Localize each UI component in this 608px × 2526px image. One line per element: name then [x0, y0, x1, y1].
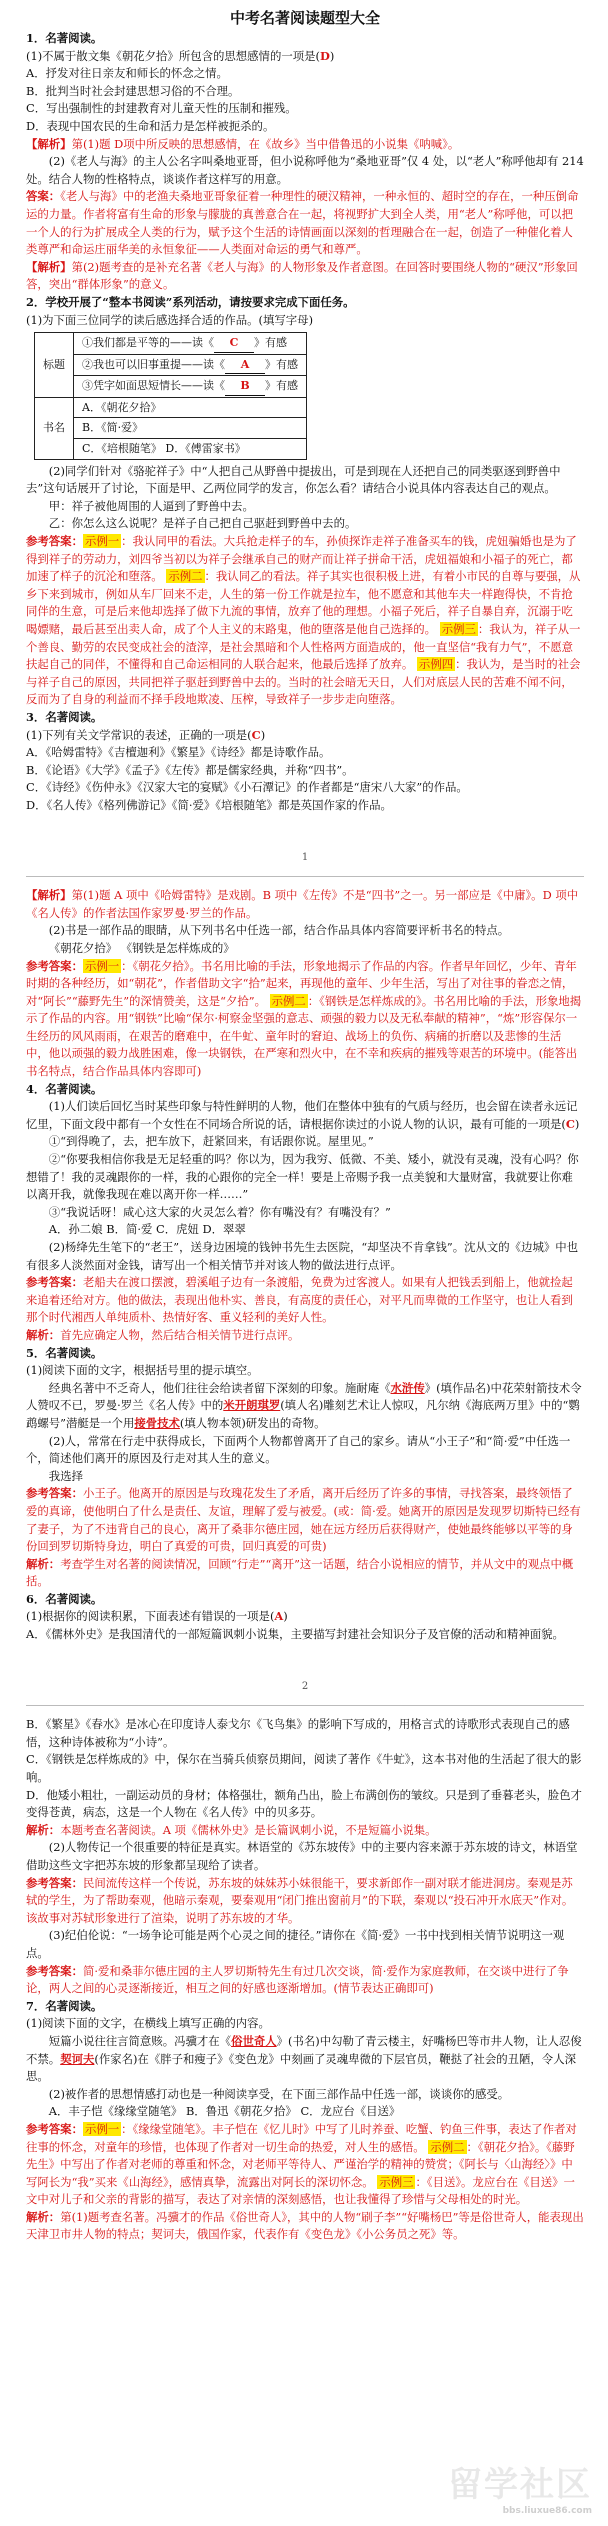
example-badge: 示例二	[168, 569, 203, 584]
q7-reference: 参考答案： 示例一 ：《缘缘堂随笔》。丰子恺在《忆儿时》中写了儿时养蚕、吃蟹、钓鱼三件事，表达了作者对往事的怀念，对童年的珍惜，也体现了作者对一切生命的热爱，对人生的感悟。 示例二 ：《朝花夕拾》。《藤野先生》中写出了作者对老师的尊重和怀念，对老师平等待人、严谨治学的精神的赞赏；《阿长与〈山海经〉》中写阿长为“我”买来《山海经》，感情真挚，流露出对阿长的深切怀念。 示例三 ：《目送》。龙应台在《目送》一文中对儿子和父亲的背影的描写，表达了对亲情的深刻感悟，也让我懂得了珍惜与父母相处的时光。	[26, 2121, 577, 2207]
q5-reference: 参考答案：小王子。他离开的原因是与玫瑰花发生了矛盾，离开后经历了许多的事情，寻找答案，最终领悟了爱的真谛，使他明白了什么是责任、友谊，理解了爱与被爱。(或：简·爱。她离开的原因是发现罗切斯特已经有了妻子，为了不违背自己的良心，离开了桑菲尔德庄园，她在远方经历后获得财产，使她最终能够以平等的身份回到罗切斯特身边，明白了真爱的可贵，回归真爱的可贵)	[26, 1486, 581, 1554]
q2-book: C．《培根随笔》 D．《傅雷家书》	[74, 439, 307, 460]
q2-row: ③凭字如面思短情长——读《 B 》有感	[74, 376, 307, 398]
page-title: 中考名著阅读题型大全	[229, 9, 380, 27]
q1-answer: D	[319, 48, 330, 63]
q1-option: A．抒发对往日亲友和师长的怀念之情。	[26, 66, 228, 81]
fill-answer: 水浒传	[390, 1380, 425, 1395]
q4-heading: 4．名著阅读。	[26, 1081, 103, 1096]
q3-reference: 参考答案： 示例一 ：《朝花夕拾》。书名用比喻的手法，形象地揭示了作品的内容。作者早年回忆，少年、青年时期的各种经历，如“朝花”，作者借助文字“拾”起来，再现他的童年、少年生活，写出了对往事的眷恋之情，对“阿长”“藤野先生”的深情赞美，这是“夕拾”。 示例二 ：《钢铁是怎样炼成的》。书名用比喻的手法，形象地揭示了作品的内容。用“钢铁”比喻“保尔·柯察金坚强的意志、顽强的毅力以及无私奉献的精神”，“炼”形容保尔一生经历的风风雨雨，在艰苦的磨难中，在牛虻、童年时的窘迫、战场上的负伤、病痛的折磨以及悲惨的生活中，他以顽强的毅力战胜困难，像一块钢铁，在严寒和烈火中，在不幸和疾病的摧残等艰苦的环境中。(能答出书名特点，结合作品具体内容即可)	[26, 958, 582, 1079]
q1-answer2: 答案：《老人与海》中的老渔夫桑地亚哥象征着一种理性的硬汉精神，一种永恒的、超时空的存在，一种压倒命运的力量。作者将富有生命的形象与朦胧的真善意合在一起，将视野扩大到全人类，用“老人”称呼他，可以把一个人的行为扩展成全人类的行为，赋予这个生活的诗情画面以深刻的哲理融合在一起，创造了一种催化着人类尊严和命运庄丽华美的永恒象征——人类面对命运的勇气和尊严。	[26, 189, 579, 257]
q5-sub2: (2)人，常常在行走中获得成长，下面两个人物都曾离开了自己的家乡。请从“小王子”和“简·爱”中任选一个，简述他们离开的原因及行走对其人生的意义。	[26, 1433, 571, 1466]
q2-book: A．《朝花夕拾》	[74, 397, 307, 418]
q5-text: 经典名著中不乏奇人，他们往往会给读者留下深刻的印象。施耐庵《水浒传》(填作品名)中花荣射箭技术令人赞叹不已，罗曼·罗兰《名人传》中的米开朗琪罗(填人名)雕刻艺术让人惊叹，凡尔纳《海底两万里》中的“鹦鹉螺号”潜艇是一个用接骨技术(填人物本领)研发出的奇物。	[26, 1380, 582, 1430]
q2-sub2: (2)同学们针对《骆驼祥子》中“人把自己从野兽中提拔出，可是到现在人还把自己的同类驱逐到野兽中去”这句话展开了讨论，下面是甲、乙两位同学的发言，你怎么看？请结合小说具体内容表达自己的观点。	[26, 463, 561, 496]
q6-analysis: 解析：本题考查名著阅读。A 项《儒林外史》是长篇讽刺小说，不是短篇小说集。	[26, 1822, 437, 1837]
q2-reference: 参考答案： 示例一 ：我认同甲的看法。大兵抢走样子的车，孙侦探诈走祥子准备买车的钱，虎妞骗婚也是为了得到祥子的劳动力，刘四爷当初以为祥子会继承自己的财产而让祥子拼命干活，虎妞福娘和小福子的死亡，都加速了样子的沉沦和堕落。 示例二 ：我认同乙的看法。祥子其实也很积极上进，有着小市民的自尊与要强，从乡下来到城市，例如从车厂回来不走，人生的第一份工作就是拉车，他不愿意和其他车夫一样跑得快，不肯抢同伴的生意，可是后来他却选择了做下九流的事情，放弃了他的理想。小福子死后，祥子自暴自弃，沉溺于吃喝嫖赌，最后甚至出卖人命，成了个人主义的末路鬼，他的堕落是他自己选择的。 示例三 ：我认为，祥子从一个善良、勤劳的农民变成社会的渣滓，是社会黑暗和个人性格两方面造成的，他一直坚信“我有力气”，不愿意扶起自己的同伴，不懂得和自己命运相同的人联合起来，他最后选择了放弃。 示例四 ：我认为，是当时的社会与祥子自己的原因，共同把祥子驱赶到野兽中去的。当时的社会暗无天日，人们对底层人民的苦难不闻不问，反而为了自身的利益而不择手段地欺凌、压榨，导致祥子一步步走向堕落。	[26, 534, 581, 707]
page-divider	[26, 876, 584, 877]
q4-line: ②“你要我相信你我是无足轻重的吗？你以为，因为我穷、低微、不美、矮小，就没有灵魂，没有心吗？你想错了！我的灵魂跟你的一样，我的心跟你的完全一样！要是上帝赐予我一点美貌和大量财富，我就要让你难以离开我，就像我现在难以离开你一样……”	[26, 1152, 579, 1202]
example-badge: 示例二	[430, 2139, 465, 2154]
q3-option: C．《诗经》《伤仲永》《汉家大宅的宴赋》《小石潭记》的作者都是“唐宋八大家”的作品。	[26, 780, 468, 795]
q6-sub2: (2)人物传记一个很重要的特征是真实。林语堂的《苏东坡传》中的主要内容来源于苏东坡的诗文，林语堂借助这些文字把苏东坡的形象都呈现给了读者。	[26, 1840, 578, 1872]
q3-heading: 3．名著阅读。	[26, 709, 103, 724]
q1-option: B．批判当时社会封建思想习俗的不合理。	[26, 83, 240, 98]
q6-sub1: (1)根据你的阅读积累，下面表述有错误的一项是(A)	[26, 1609, 288, 1624]
q6-option: B．《繁星》《春水》是冰心在印度诗人泰戈尔《飞鸟集》的影响下写成的，用格言式的诗歌形式表现自己的感悟，这种诗体被称为“小诗”。	[26, 1717, 570, 1749]
example-badge: 示例一	[84, 534, 120, 549]
example-badge: 示例三	[379, 2174, 414, 2189]
q2-col-book: 书名	[35, 397, 74, 459]
q1-analysis2: 【解析】第(2)题考查的是补充名著《老人与海》的人物形象及作者意图。在回答时要围绕人物的“硬汉”形象回答，突出“群体形象”的意义。	[26, 259, 578, 292]
q3-option: A．《哈姆雷特》《吉檀迦利》《繁星》《诗经》都是诗歌作品。	[26, 745, 331, 760]
q3-option: D．《名人传》《格列佛游记》《简·爱》《培根随笔》都是英国作家的作品。	[26, 797, 392, 812]
q6-reference3: 参考答案：简·爱和桑菲尔德庄园的主人罗切斯特先生有过几次交谈，简·爱作为家庭教师，在交谈中进行了争论，两人之间的心灵逐渐接近，相互之间的好感也逐渐增加。(情节表达正确即可)	[26, 1963, 569, 1996]
q7-text: 短篇小说往往言简意赅。冯骥才在《俗世奇人》(书名)中勾勒了青云楼主，好嘴杨巴等市井人物，让人忍俊不禁。契诃夫(作家名)在《胖子和瘦子》《变色龙》中刻画了灵魂卑微的下层官员，鞭挞了社会的丑陋，令人深思。	[26, 2033, 582, 2084]
q2-col-title: 标题	[35, 333, 74, 398]
fill-answer: 米开朗琪罗	[223, 1398, 281, 1413]
q6-option: C．《钢铁是怎样炼成的》中，保尔在当骑兵侦察员期间，阅读了著作《牛虻》，这本书对他的生活起了很大的影响。	[26, 1752, 582, 1785]
q4-choices: A．孙二娘 B．简·爱 C．虎妞 D．翠翠	[48, 1222, 246, 1237]
q3-option: B．《论语》《大学》《孟子》《左传》都是儒家经典，并称“四书”。	[26, 762, 354, 777]
q1-sub2: (2)《老人与海》的主人公名字叫桑地亚哥，但小说称呼他为“桑地亚哥”仅 4 处，以“老人”称呼他却有 214 处。结合人物的性格特点，谈谈作者这样写的用意。	[26, 154, 584, 186]
q4-sub1: (1)人们读后回忆当时某些印象与特性鲜明的人物，他们在整体中独有的气质与经历，也会留在读者永远记忆里，下面文段中都有一个女性在不同场合所说的话，请根据你读过的小说人物的认识，最有可能的一项是(C)	[26, 1099, 580, 1131]
fill-answer: 接骨技术	[134, 1415, 180, 1430]
example-badge: 示例四	[418, 657, 454, 672]
q5-analysis: 解析：考查学生对名著的阅读情况，回顾“行走”“离开”这一话题，结合小说相应的情节，并从文中的观点中概括。	[26, 1556, 574, 1589]
page-number: 1	[301, 851, 309, 863]
q1-stem: (1)不属于散文集《朝花夕拾》所包含的思想感情的一项是(D)	[26, 48, 335, 63]
q1-option: C．写出强制性的封建教育对儿童天性的压制和摧残。	[26, 101, 297, 116]
q2-jia: 甲：祥子被他周围的人逼到了野兽中去。	[48, 498, 254, 513]
q2-heading: 2．学校开展了“整本书阅读”系列活动，请按要求完成下面任务。	[26, 294, 355, 309]
q7-heading: 7．名著阅读。	[26, 1998, 103, 2013]
q3-books: 《朝花夕拾》 《钢铁是怎样炼成的》	[48, 940, 235, 955]
q7-sub2: (2)被作者的思想情感打动也是一种阅读享受，在下面三部作品中任选一部，谈谈你的感受。	[48, 2086, 510, 2101]
q6-option: A．《儒林外史》是我国清代的一部短篇讽刺小说集，主要描写封建社会知识分子及官僚的活动和精神面貌。	[26, 1627, 564, 1642]
example-badge: 示例一	[84, 958, 120, 973]
q6-sub3: (3)纪伯伦说：“一场争论可能是两个心灵之间的捷径。”请你在《简·爱》一书中找到相关情节说明这一观点。	[26, 1928, 565, 1960]
q6-answer: A	[274, 1609, 284, 1624]
example-badge: 示例一	[84, 2121, 120, 2136]
q2-book: B．《简·爱》	[74, 418, 307, 439]
q1-option: D．表现中国农民的生命和活力是怎样被扼杀的。	[26, 118, 275, 133]
q3-sub2: (2)书是一部作品的眼睛，从下列书名中任选一部，结合作品具体内容简要评析书名的特点。	[48, 923, 510, 938]
fill-answer: 契诃夫	[60, 2051, 95, 2066]
q2-yi: 乙：你怎么这么说呢？是祥子自己把自己驱赶到野兽中去的。	[48, 516, 357, 531]
q3-analysis: 【解析】第(1)题 A 项中《哈姆雷特》是戏剧。B 项中《左传》不是“四书”之一。另一部应是《中庸》。D 项中《名人传》的作者法国作家罗曼·罗兰的作品。	[26, 888, 579, 920]
q7-sub1: (1)阅读下面的文字，在横线上填写正确的内容。	[26, 2016, 270, 2031]
q6-reference: 参考答案：民间流传这样一个传说，苏东坡的妹妹苏小妹很能干，要求新郎作一副对联才能进洞房。秦观是苏轼的学生，为了帮助秦观，他暗示秦观，要秦观用“闭门推出窗前月”的下联，秦观以“投石冲开水底天”作对。该故事对苏轼形象进行了渲染，说明了苏东坡的才华。	[26, 1875, 574, 1925]
q2-sub1: (1)为下面三位同学的读后感选择合适的作品。(填写字母)	[26, 312, 314, 327]
q4-analysis: 解析：首先应确定人物，然后结合相关情节进行点评。	[26, 1327, 300, 1342]
q2-row: ①我们都是平等的——读《 C 》有感	[74, 333, 307, 355]
q4-sub2: (2)杨绛先生笔下的“老王”，送身边困境的钱钟书先生去医院，“却坚决不肯拿钱”。沈从文的《边城》中也有很多人淡然面对金钱，请写出一个相关情节并对该人物的做法进行点评。	[26, 1240, 579, 1272]
q2-table	[34, 332, 307, 460]
example-badge: 示例三	[441, 622, 476, 636]
q1-heading: 1．名著阅读。	[26, 31, 103, 45]
q7-works: A．丰子恺《缘缘堂随笔》 B．鲁迅《朝花夕拾》 C．龙应台《目送》	[48, 2104, 401, 2119]
page-number: 2	[301, 1680, 309, 1692]
q7-analysis: 解析：第(1)题考查名著。冯骥才的作品《俗世奇人》，其中的人物“刷子李”“好嘴杨巴”等是俗世奇人，能表现出天津卫市井人物的特点；契诃夫，俄国作家，代表作有《变色龙》《小公务员之死》等。	[26, 2209, 584, 2242]
q4-line: ③“我说话呀！咸心这大家的火灵怎么着？你有嘴没有？有嘴没有？”	[48, 1204, 391, 1219]
q5-sub1: (1)阅读下面的文字，根据括号里的提示填空。	[26, 1363, 259, 1378]
q4-line: ①“到得晚了，去，把车放下，赶紧回来，有话跟你说。屋里见。”	[48, 1134, 374, 1149]
q5-choose: 我选择	[48, 1468, 83, 1483]
q5-heading: 5．名著阅读。	[26, 1345, 103, 1360]
q3-sub1: (1)下列有关文学常识的表述，正确的一项是(C)	[26, 727, 266, 742]
q2-row: ②我也可以旧事重提——读《 A 》有感	[74, 354, 307, 376]
q4-reference: 参考答案：老船夫在渡口摆渡，碧溪岨子边有一条渡船，免费为过客渡人。如果有人把钱丢到船上，他就捡起来追着还给对方。他的做法，表现出他朴实、善良，有高度的责任心，对平凡而卑微的工作坚守，也让人看到那个时代湘西人单纯质朴、热情好客、重义轻利的美好人性。	[26, 1275, 573, 1325]
q6-heading: 6．名著阅读。	[26, 1591, 103, 1606]
q6-option: D．他矮小粗壮，一副运动员的身材；体格强壮，额角凸出，脸上布满创伤的皱纹。只是到了垂暮老头，脸色才变得苍黄，病态，这是一个人物在《名人传》中的贝多芬。	[26, 1787, 582, 1820]
example-badge: 示例二	[271, 993, 306, 1008]
q1-analysis: 【解析】第(1)题 D项中所反映的思想感情，在《故乡》当中借鲁迅的小说集《呐喊》。	[26, 136, 460, 151]
q4-answer: C	[565, 1116, 575, 1131]
site-watermark: 留学社区 bbs.liuxue86.com	[448, 2465, 592, 2516]
q3-answer: C	[251, 727, 261, 742]
fill-answer: 俗世奇人	[231, 2033, 277, 2048]
page-divider	[26, 1705, 584, 1706]
